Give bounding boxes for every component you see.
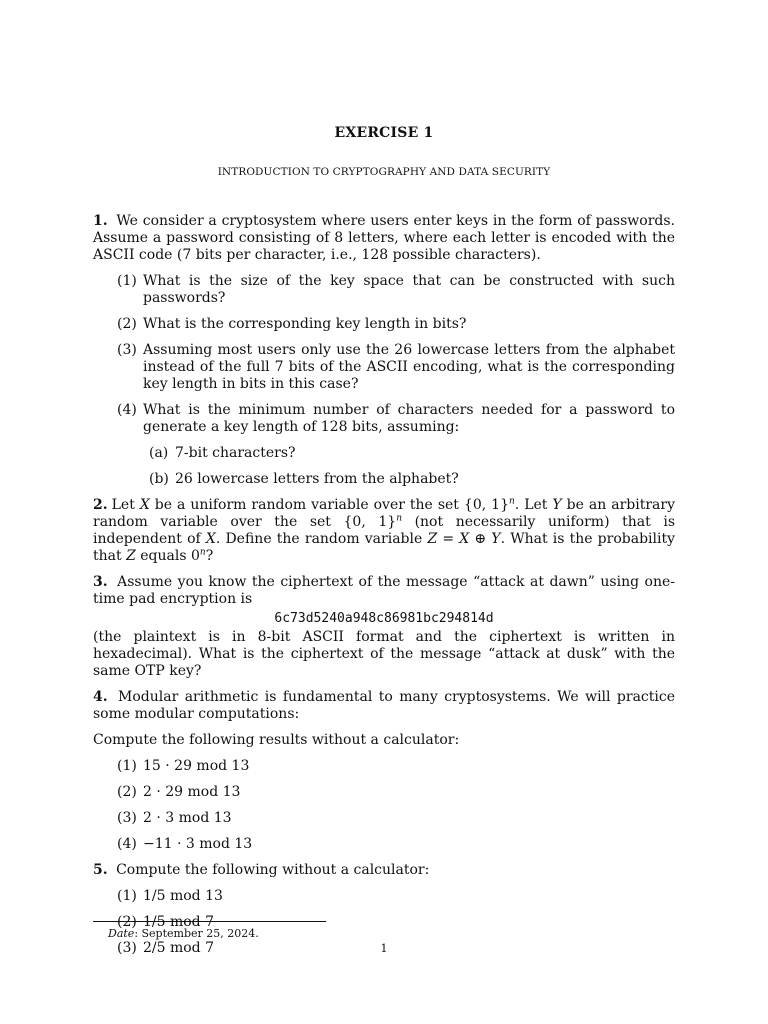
problem-number: 2.	[93, 497, 108, 513]
item-label: (a)	[149, 445, 169, 461]
problem-4-items	[93, 758, 675, 853]
problem-1-items	[93, 273, 675, 488]
problem-1	[93, 213, 675, 264]
problem-2	[93, 497, 675, 565]
item-text: 7-bit characters?	[175, 445, 296, 461]
page-subtitle: INTRODUCTION TO CRYPTOGRAPHY AND DATA SECURITY	[217, 166, 551, 178]
text-fragment: ?	[205, 548, 214, 564]
list-item	[93, 888, 675, 905]
math-var: Z	[126, 548, 136, 564]
item-text: What is the minimum number of characters needed for a password to generate a key length of 128 bits, assuming:	[143, 402, 675, 435]
text-fragment: be an arbitrary random variable over the set {0, 1}	[93, 497, 675, 530]
math-var: X	[205, 531, 216, 547]
problem-number: 1.	[93, 213, 108, 229]
text-fragment: Let	[111, 497, 140, 513]
item-label: (3)	[117, 940, 137, 956]
list-item	[93, 402, 675, 488]
item-label: (b)	[149, 471, 169, 487]
list-item	[93, 342, 675, 393]
math-exponent: n	[396, 513, 402, 524]
problem-text: Modular arithmetic is fundamental to many cryptosystems. We will practice some modular computations:	[93, 689, 675, 722]
item-label: (2)	[117, 914, 137, 930]
item-text: −11 · 3 mod 13	[143, 836, 253, 852]
sub-list	[143, 445, 675, 488]
math-expression: Z = X ⊕ Y	[427, 531, 501, 547]
problem-number: 3.	[93, 574, 108, 590]
item-label: (1)	[117, 758, 137, 774]
item-text: 2 · 29 mod 13	[143, 784, 241, 800]
footnote-text: : September 25, 2024.	[134, 927, 259, 940]
list-item	[93, 316, 675, 333]
problem-3	[93, 574, 675, 608]
math-exponent: n	[199, 547, 206, 558]
math-var: X	[139, 497, 150, 513]
item-label: (2)	[117, 784, 137, 800]
item-text: 2/5 mod 7	[143, 940, 215, 956]
text-fragment: . Let	[514, 497, 553, 513]
problem-3-continued: (the plaintext is in 8-bit ASCII format and the ciphertext is written in hexadecimal). What is the ciphertext of the message “attack at dusk” with the same OTP key?	[93, 629, 675, 679]
item-text: What is the corresponding key length in bits?	[143, 316, 467, 332]
text-fragment: . Define the random variable	[215, 531, 428, 547]
problem-text: We consider a cryptosystem where users enter keys in the form of passwords. Assume a password consisting of 8 letters, where each letter is encoded with the ASCII code (7 bits per character, i.e., 128 possible characters).	[93, 213, 675, 263]
problem-text: Assume you know the ciphertext of the message “attack at dawn” using one-time pad encryption is	[93, 574, 676, 607]
problem-4-instruction: Compute the following results without a calculator:	[93, 732, 460, 748]
list-item	[93, 836, 675, 853]
ciphertext-value: 6c73d5240a948c86981bc294814d	[274, 611, 494, 626]
list-item	[93, 758, 675, 775]
item-label: (2)	[117, 316, 137, 332]
problem-4	[93, 689, 675, 723]
item-label: (3)	[117, 810, 137, 826]
item-label: (4)	[117, 836, 137, 852]
problem-text: Compute the following without a calculator:	[116, 862, 430, 878]
item-text: What is the size of the key space that can be constructed with such passwords?	[143, 273, 675, 306]
text-fragment: equals 0	[135, 548, 200, 564]
item-text: 1/5 mod 7	[143, 914, 215, 930]
page-title: EXERCISE 1	[334, 125, 434, 141]
page-number: 1	[380, 942, 388, 955]
math-exponent: n	[508, 496, 515, 507]
list-item	[93, 784, 675, 801]
item-text: Assuming most users only use the 26 lowercase letters from the alphabet instead of the full 7 bits of the ASCII encoding, what is the corresponding key length in bits in this case?	[143, 342, 675, 392]
item-text: 2 · 3 mod 13	[143, 810, 232, 826]
item-label: (1)	[117, 273, 137, 289]
text-fragment: (not necessarily uniform) that is independent of	[93, 514, 675, 547]
list-item	[93, 273, 675, 307]
item-label: (3)	[117, 342, 137, 358]
footnote-label: Date	[108, 927, 135, 940]
document-body	[93, 213, 675, 966]
sub-list-item	[143, 445, 675, 462]
text-fragment: be a uniform random variable over the set {0, 1}	[149, 497, 509, 513]
footnote-rule	[93, 921, 326, 922]
problem-number: 4.	[93, 689, 108, 705]
item-text: 26 lowercase letters from the alphabet?	[175, 471, 459, 487]
problem-5	[93, 862, 675, 879]
item-label: (1)	[117, 888, 137, 904]
item-label: (4)	[117, 402, 137, 418]
item-text: 1/5 mod 13	[143, 888, 223, 904]
sub-list-item	[143, 471, 675, 488]
text-fragment: . What is the probability that	[93, 531, 676, 564]
math-var: Y	[552, 497, 562, 513]
item-text: 15 · 29 mod 13	[143, 758, 250, 774]
problem-number: 5.	[93, 862, 108, 878]
list-item	[93, 810, 675, 827]
